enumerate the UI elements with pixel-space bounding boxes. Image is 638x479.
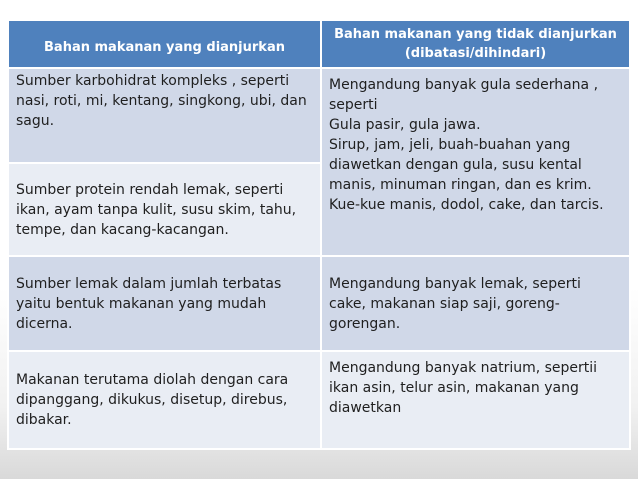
table-row (8, 68, 630, 163)
recommended-cooking-method: Makanan terutama diolah dengan cara dipanggang, dikukus, disetup, direbus, dibakar. (8, 351, 321, 449)
sugar-line-2: Gula pasir, gula jawa. (329, 117, 481, 133)
not-recommended-fat: Mengandung banyak lemak, seperti cake, makanan siap saji, goreng-gorengan. (321, 256, 630, 351)
not-recommended-sodium: Mengandung banyak natrium, sepertii ikan asin, telur asin, makanan yang diawetkan (321, 351, 630, 449)
recommended-protein: Sumber protein rendah lemak, seperti ikan, ayam tanpa kulit, susu skim, tahu, tempe, dan kacang-kacangan. (8, 163, 321, 256)
recommended-carbohydrate: Sumber karbohidrat kompleks , seperti nasi, roti, mi, kentang, singkong, ubi, dan sagu. (8, 68, 321, 163)
sugar-line-3: Sirup, jam, jeli, buah-buahan yang diawetkan dengan gula, susu kental manis, minuman ringan, dan es krim. (329, 137, 592, 193)
sugar-line-4: Kue-kue manis, dodol, cake, dan tarcis. (329, 197, 604, 213)
not-recommended-sugar (321, 68, 630, 256)
table-header-row (8, 20, 630, 68)
food-recommendation-table (7, 19, 631, 450)
table-row (8, 351, 630, 449)
table-row (8, 256, 630, 351)
header-not-recommended-line2: (dibatasi/dihindari) (404, 46, 547, 61)
header-not-recommended-line1: Bahan makanan yang tidak dianjurkan (334, 27, 617, 42)
header-recommended: Bahan makanan yang dianjurkan (8, 20, 321, 68)
header-not-recommended (321, 20, 630, 68)
recommended-fat: Sumber lemak dalam jumlah terbatas yaitu bentuk makanan yang mudah dicerna. (8, 256, 321, 351)
sugar-line-1: Mengandung banyak gula sederhana , seperti (329, 77, 599, 113)
